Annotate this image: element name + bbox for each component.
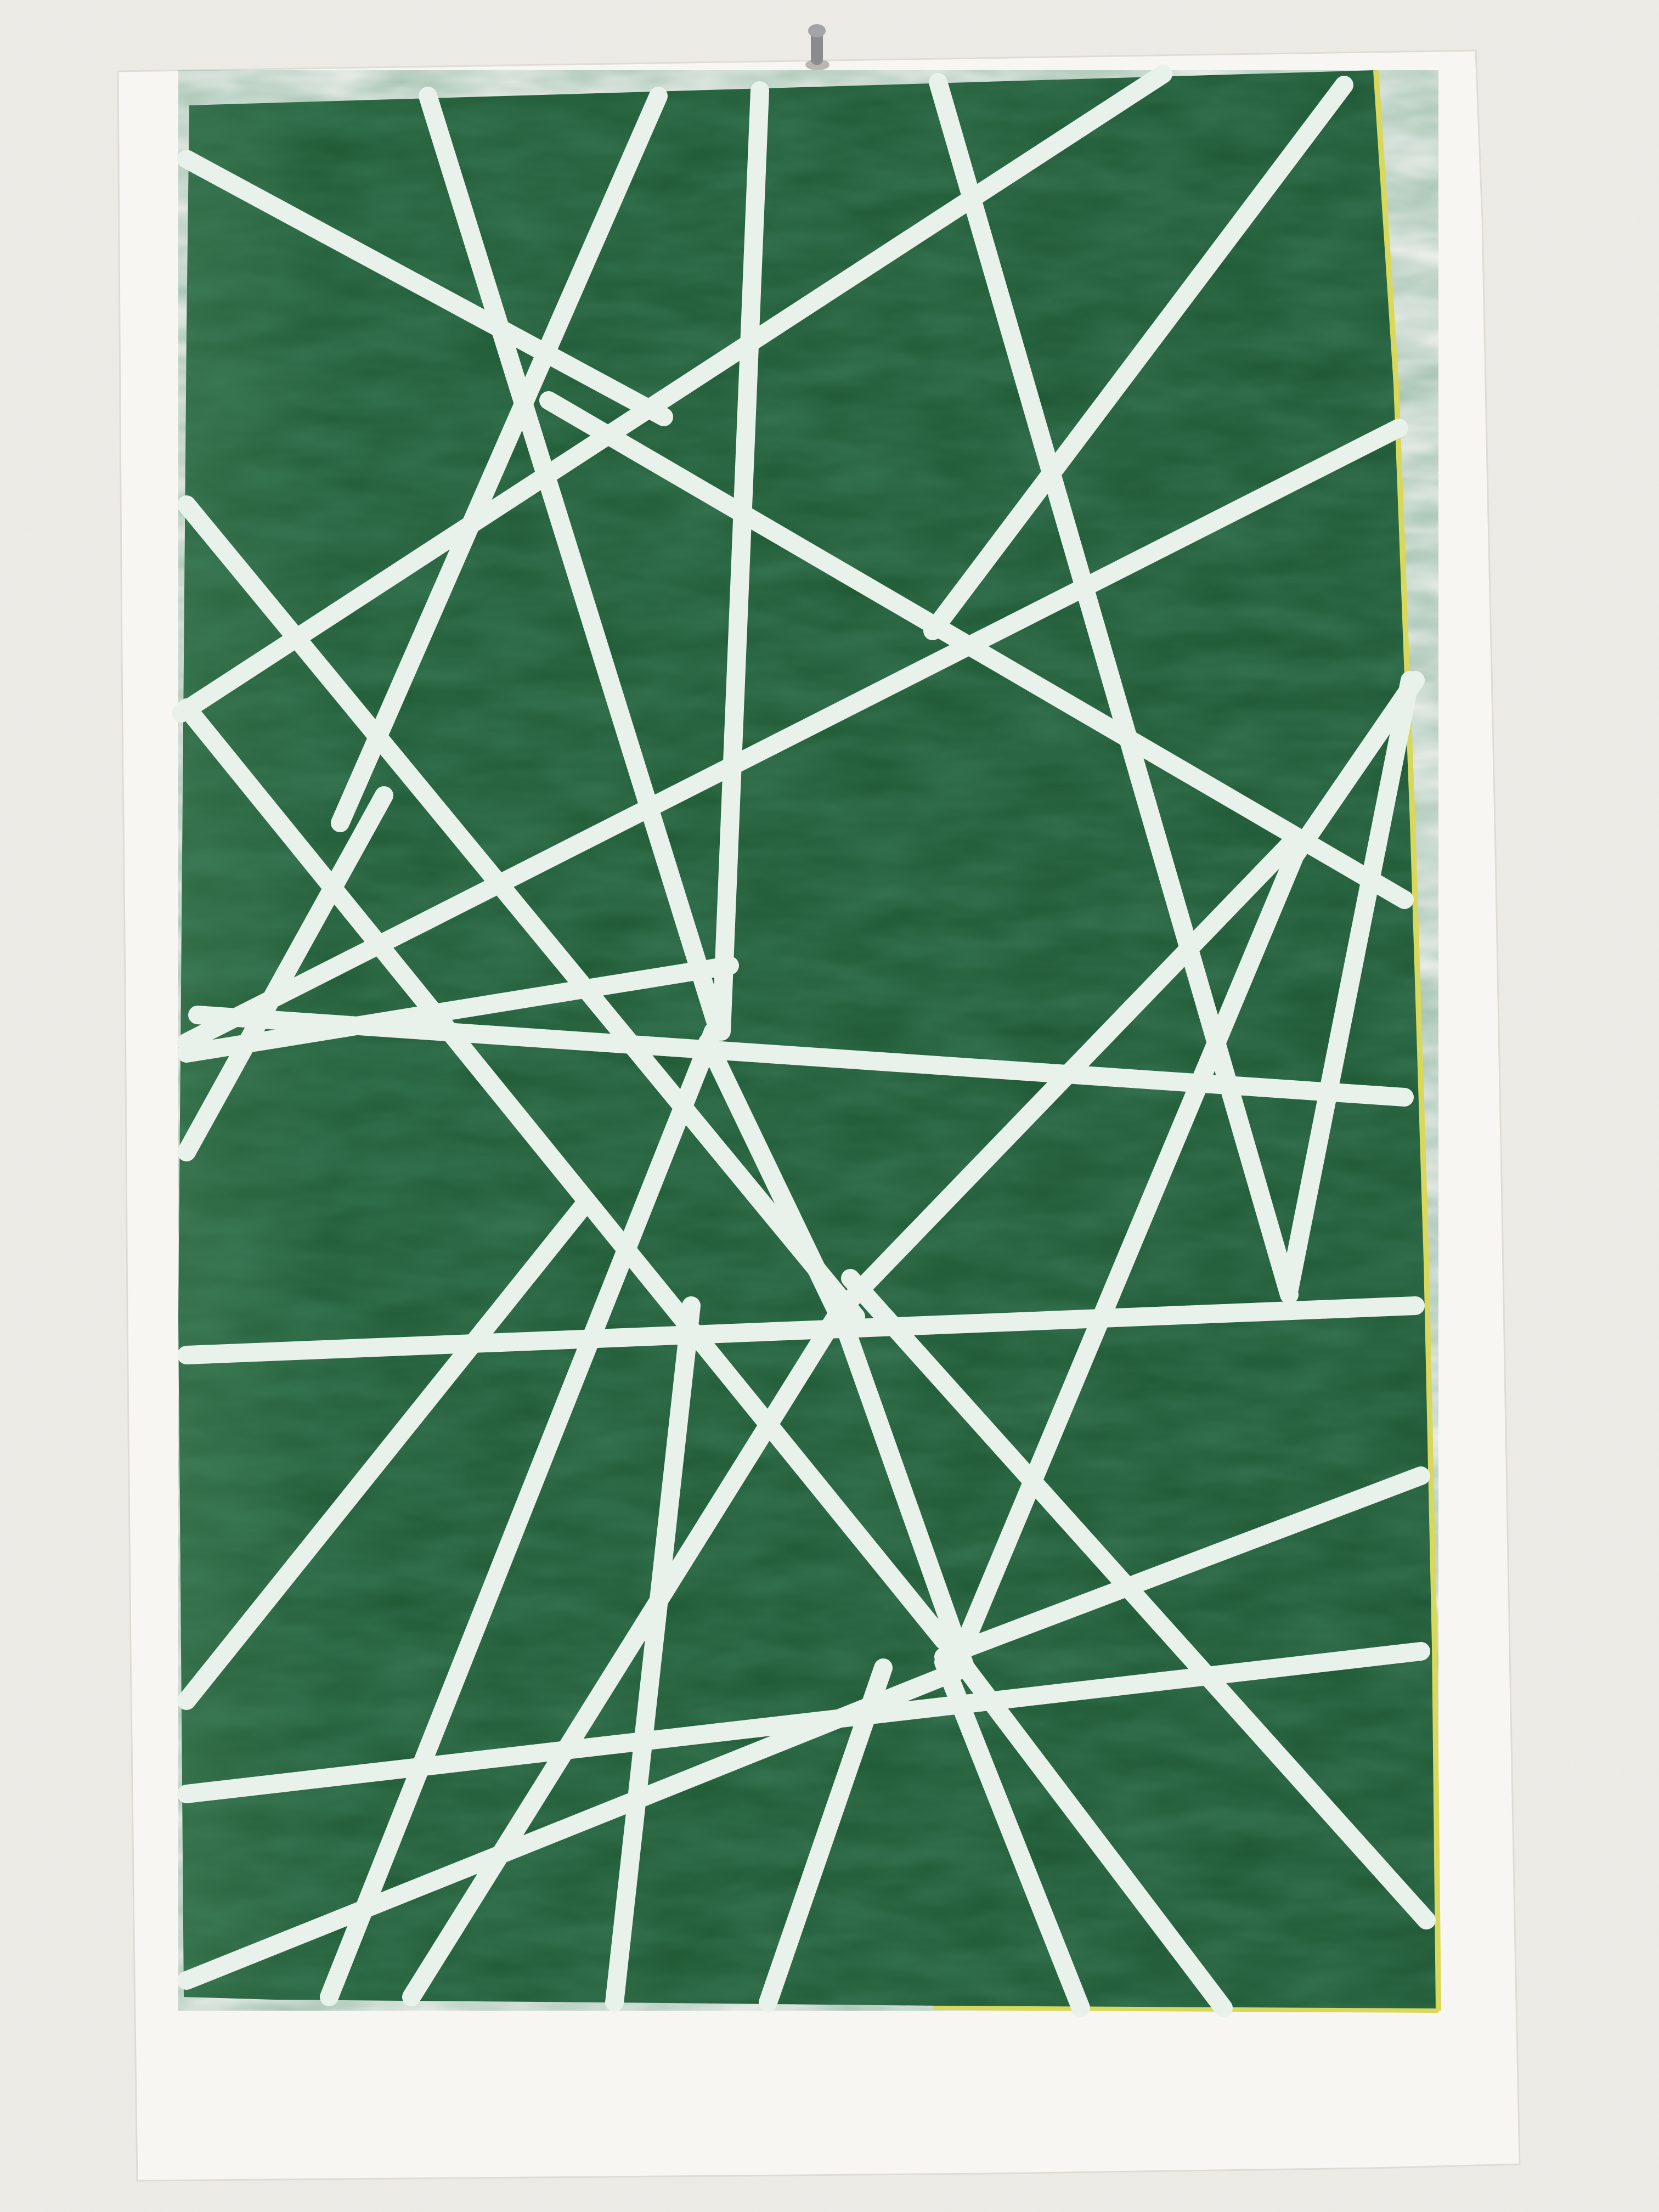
nail [805,24,830,70]
nail-head [808,24,826,37]
yellow-ink-edge-bottom [933,2008,1438,2011]
